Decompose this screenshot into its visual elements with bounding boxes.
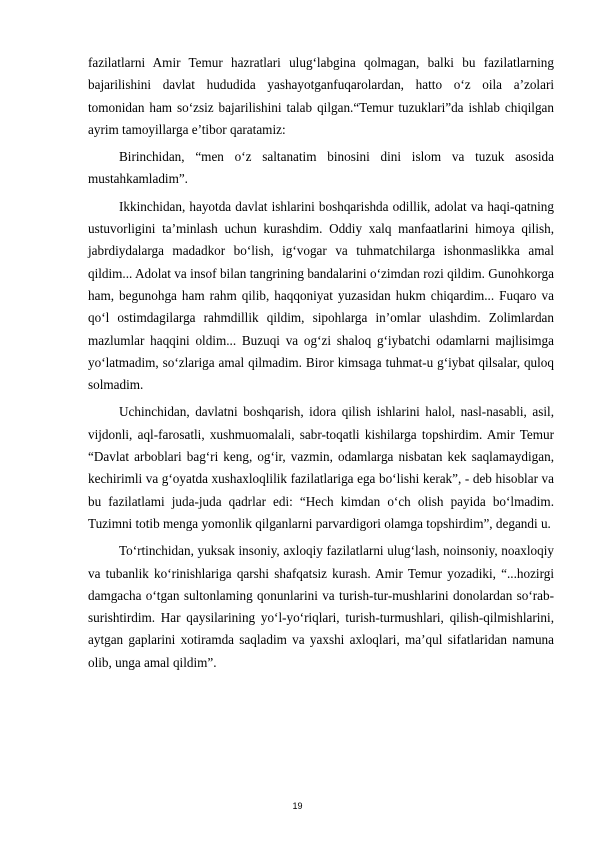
paragraph-fourth-principle: To‘rtinchidan, yuksak insoniy, axloqiy fazilatlarni ulug‘lash, noinsoniy, noaxloqiy va tubanlik ko‘rinishlariga qarshi shafqatsiz kurash. Amir Temur yozadiki, “...hozirgi damgacha o‘tgan sultonlaming qonunlarini va turish-tur-mushlarini donolardan so‘rab-surishtirdim. Har qaysilarining yo‘l-yo‘riqlari, turish-turmushlari, qilish-qilmishlarini, aytgan gaplarini xotiramda saqladim va yaxshi axloqlari, ma’qul sifatlaridan namuna olib, unga amal qildim”. [88, 543, 554, 670]
paragraph-continuation: fazilatlarni Amir Temur hazratlari ulug‘labgina qolmagan, balki bu fazilatlarning bajarilishini davlat hududida yashayotganfuqarolardan, hatto o‘z oila a’zolari tomonidan ham so‘zsiz bajarilishini talab qilgan.“Temur tuzuklari”da ishlab chiqilgan ayrim tamoyillarga e’tibor qaratamiz: [88, 55, 554, 137]
paragraph-second-principle: Ikkinchidan, hayotda davlat ishlarini boshqarishda odillik, adolat va haqi-qatning ustuvorligini ta’minlash uchun kurashdim. Oddiy xalq manfaatlarini himoya qilish, jabrdiydalarga madadkor bo‘lish, ig‘vogar va tuhmatchilarga ishonmaslikka amal qildim... Adolat va insof bilan tangrining bandalarini o‘zimdan rozi qildim. Gunohkorga ham, begunohga ham rahm qilib, haqqoniyat yuzasidan hukm chiqardim... Fuqaro va qo‘l ostimdagilarga rahmdillik qildim, sipohlarga in’omlar ulashdim. Zolimlardan mazlumlar haqqini oldim... Buzuqi va og‘zi shaloq g‘iybatchi odamlarni majlisimga yo‘latmadim, so‘zlariga amal qilmadim. Biror kimsaga tuhmat-u g‘iybat qilsalar, quloq solmadim. [88, 198, 554, 393]
document-body [88, 52, 554, 674]
paragraph-third-principle: Uchinchidan, davlatni boshqarish, idora qilish ishlarini halol, nasl-nasabli, asil, vijdonli, aql-farosatli, xushmuomalali, sabr-toqatli kishilarga topshirdim. Amir Temur “Davlat arboblari bag‘ri keng, og‘ir, vazmin, odamlarga nisbatan kek saqlamaydigan, kechirimli va g‘oyatda xushaxloqlilik fazilatlariga ega bo‘lishi kerak”, - deb hisoblar va bu fazilatlami juda-juda qadrlar edi: “Hech kimdan o‘ch olish payida bo‘lmadim. Tuzimni totib menga yomonlik qilganlarni parvardigori olamga topshirdim”, degandi u. [88, 404, 554, 531]
paragraph-first-principle: Birinchidan, “men o‘z saltanatim binosini dini islom va tuzuk asosida mustahkamladim”. [88, 149, 554, 187]
page-number: 19 [292, 801, 303, 811]
